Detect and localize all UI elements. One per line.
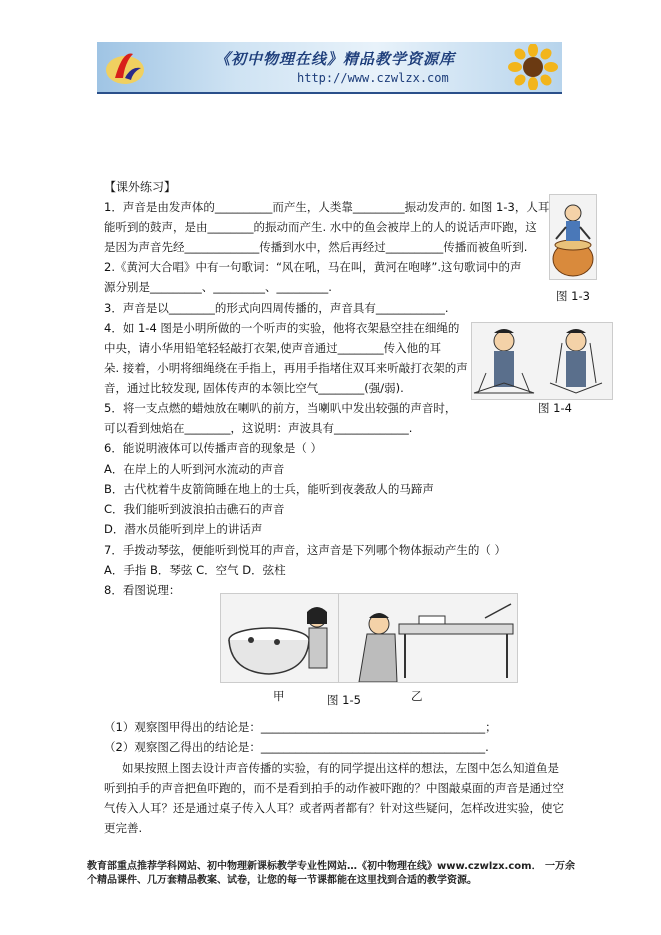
option-line: A．手指 B．琴弦 C．空气 D．弦柱 xyxy=(104,563,286,577)
text-line: 源分别是_________、_________、_________. xyxy=(104,280,332,294)
figure-1-4-hanger-image xyxy=(471,322,613,400)
figure-1-5-jia-image xyxy=(220,593,340,683)
figure-1-4-caption: 图 1-4 xyxy=(538,401,572,415)
text-line: 1．声音是由发声体的__________而产生，人类靠_________振动发声的. 如图 1-3，人耳 xyxy=(104,200,550,214)
footer-line-2: 个精品课件、几万套精品教案、试卷，让您的每一节课都能在这里找到合适的教学资源。 xyxy=(87,875,477,886)
text-line: 是因为声音先经_____________传播到水中，然后再经过__________传播而被鱼听到. xyxy=(104,240,528,254)
paragraph-line: 气传入人耳？还是通过桌子传入人耳？或者两者都有？针对这些疑问，怎样改进实验，使它 xyxy=(104,801,564,815)
header-banner xyxy=(97,42,562,94)
text-line: 3．声音是以________的形式向四周传播的，声音具有____________. xyxy=(104,301,449,315)
figure-1-3-caption: 图 1-3 xyxy=(556,289,590,303)
text-line: 5．将一支点燃的蜡烛放在喇叭的前方，当喇叭中发出较强的声音时， xyxy=(104,401,457,415)
option-line: C．我们能听到波浪拍击礁石的声音 xyxy=(104,502,285,516)
footer-line-1: 教育部重点推荐学科网站、初中物理新课标教学专业性网站…《初中物理在线》www.czwlzx.com． 一万余 xyxy=(87,861,576,872)
site-logo-icon xyxy=(103,46,147,88)
option-line: B．古代枕着牛皮箭筒睡在地上的士兵，能听到夜袭敌人的马蹄声 xyxy=(104,482,434,496)
text-line: 中央，请小华用铅笔轻轻敲打衣架,使声音通过________传入他的耳 xyxy=(104,341,442,355)
option-line: D．潜水员能听到岸上的讲话声 xyxy=(104,522,263,536)
q8-line-2: （2）观察图乙得出的结论是：_______________________________________. xyxy=(104,740,489,754)
site-url[interactable]: http://www.czwlzx.com xyxy=(297,71,449,85)
text-line: 音，通过比较发现, 固体传声的本领比空气________(强/弱). xyxy=(104,381,404,395)
text-line: 4．如 1-4 图是小明所做的一个听声的实验，他将衣架悬空挂在细绳的 xyxy=(104,321,460,335)
paragraph-line: 如果按照上图去设计声音传播的实验，有的同学提出这样的想法，左图中怎么知道鱼是 xyxy=(122,761,559,775)
sunflower-icon xyxy=(508,44,558,90)
text-line: 可以看到烛焰在________，这说明：声波具有_____________. xyxy=(104,421,413,435)
text-line: 8．看图说理： xyxy=(104,583,181,597)
section-title: 【课外练习】 xyxy=(104,180,177,194)
text-line: 朵. 接着，小明将细绳绕在手指上，再用手指堵住双耳来听敲打衣架的声 xyxy=(104,361,468,375)
figure-1-3-drum-image xyxy=(549,194,597,280)
paragraph-line: 更完善. xyxy=(104,821,143,835)
text-line: 6．能说明液体可以传播声音的现象是（ ） xyxy=(104,441,322,455)
q8-line-1: （1）观察图甲得出的结论是：_______________________________________； xyxy=(104,720,497,734)
text-line: 7．手拨动琴弦，便能听到悦耳的声音，这声音是下列哪个物体振动产生的（ ） xyxy=(104,543,506,557)
text-line: 2.《黄河大合唱》中有一句歌词：“风在吼，马在叫，黄河在咆哮”.这句歌词中的声 xyxy=(104,260,522,274)
site-title: 《初中物理在线》精品教学资源库 xyxy=(215,50,456,68)
figure-1-5-yi-image xyxy=(338,593,518,683)
figure-1-5-caption: 图 1-5 xyxy=(327,693,361,707)
text-line: 能听到的鼓声，是由________的振动而产生. 水中的鱼会被岸上的人的说话声吓跑，这 xyxy=(104,220,537,234)
option-line: A．在岸上的人听到河水流动的声音 xyxy=(104,462,285,476)
figure-1-5-jia-label: 甲 xyxy=(273,689,285,703)
figure-1-5-yi-label: 乙 xyxy=(411,689,423,703)
paragraph-line: 听到拍手的声音把鱼吓跑的，而不是看到拍手的动作被吓跑的？中图敲桌面的声音是通过空 xyxy=(104,781,564,795)
